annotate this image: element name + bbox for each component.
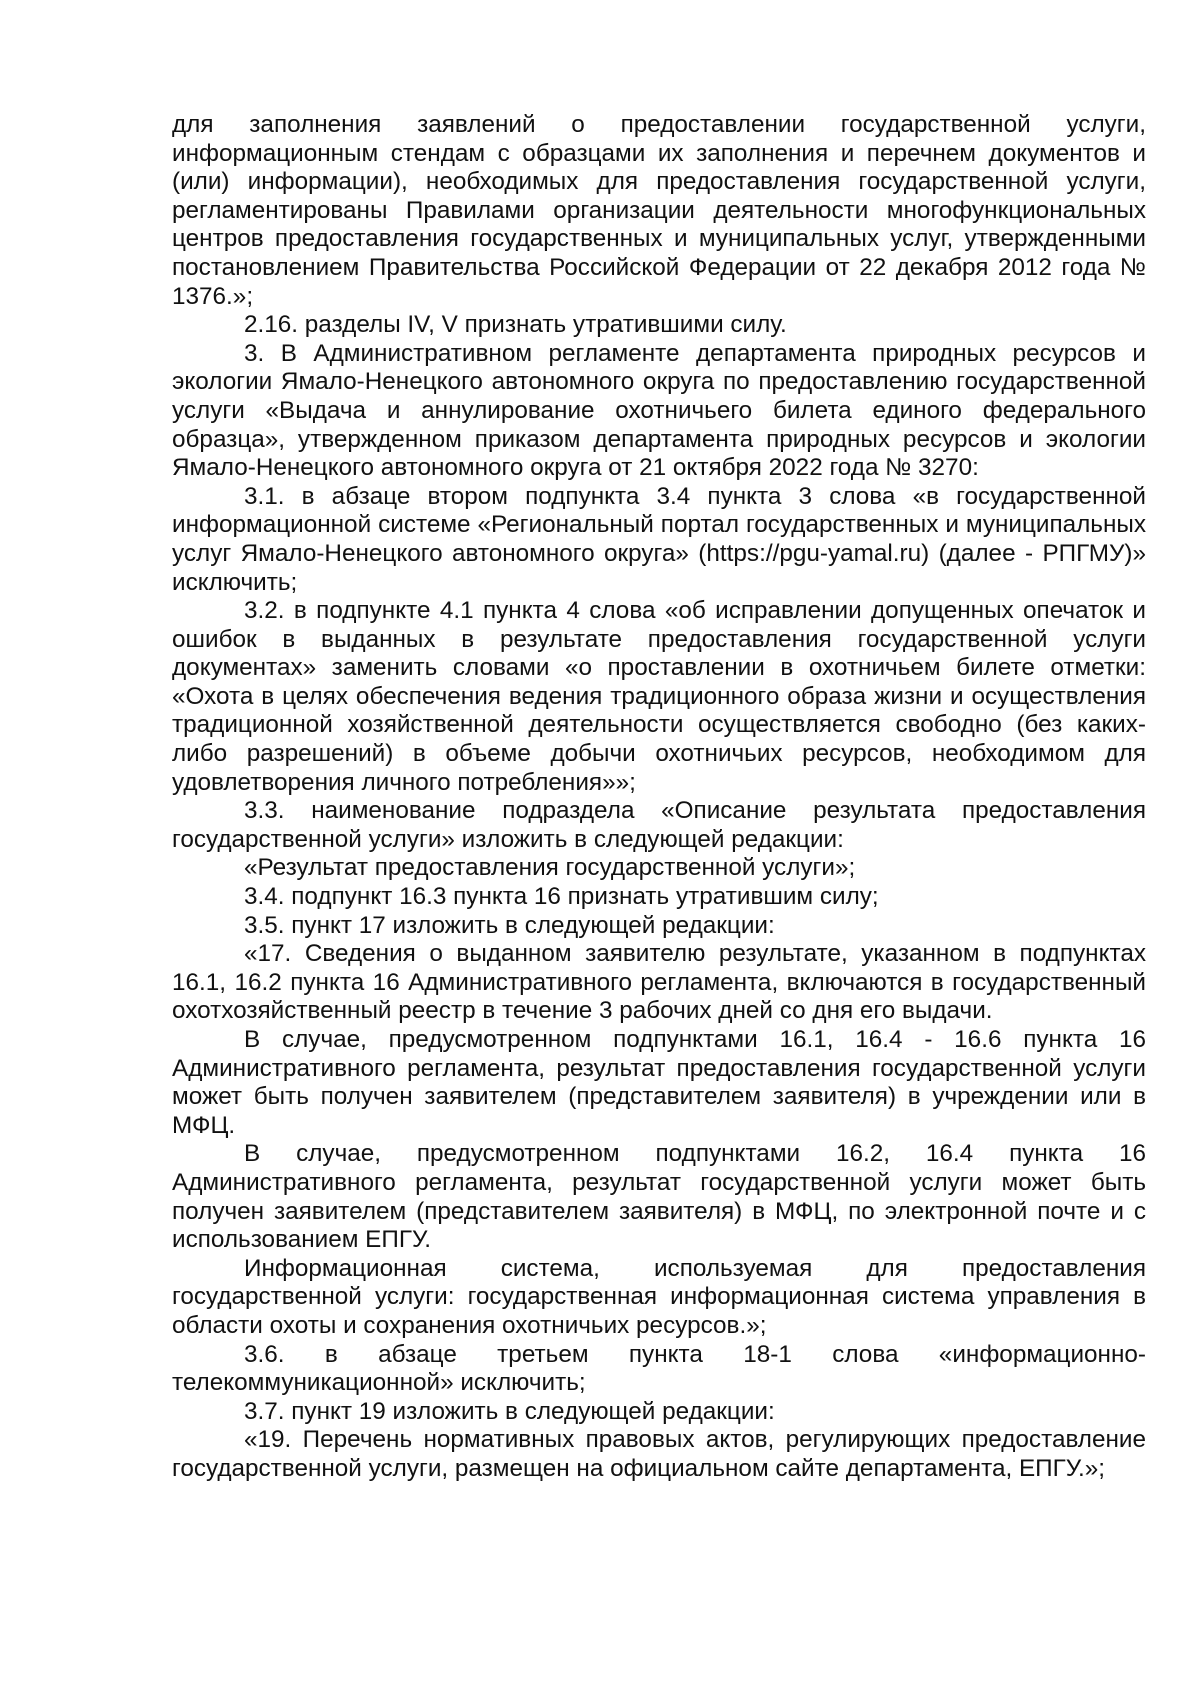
paragraph: 3.1. в абзаце втором подпункта 3.4 пункта 3 слова «в государственной информационной системе «Региональный портал государственных и муниципальных услуг Ямало-Ненецкого автономного округа» (https://pgu-yamal.ru) (далее - РПГМУ)» исключить;	[172, 482, 1146, 596]
paragraph: 3.5. пункт 17 изложить в следующей редакции:	[244, 911, 775, 939]
paragraph: «Результат предоставления государственной услуги»;	[244, 854, 856, 882]
paragraph: 3.3. наименование подраздела «Описание результата предоставления государственной услуги» изложить в следующей редакции:	[172, 797, 1146, 853]
document-page	[172, 111, 1146, 1484]
paragraph: 3.4. подпункт 16.3 пункта 16 признать утратившим силу;	[244, 883, 879, 911]
paragraph: 3. В Административном регламенте департамента природных ресурсов и экологии Ямало-Ненецкого автономного округа по предоставлению государственной услуги «Выдача и аннулирование охотничьего билета единого федерального образца», утвержденном приказом департамента природных ресурсов и экологии Ямало-Ненецкого автономного округа от 21 октября 2022 года № 3270:	[172, 339, 1146, 482]
paragraph: для заполнения заявлений о предоставлении государственной услуги, информационным стендам с образцами их заполнения и перечнем документов и (или) информации), необходимых для предоставления государственной услуги, регламентированы Правилами организации деятельности многофункциональных центров предоставления государственных и муниципальных услуг, утвержденными постановлением Правительства Российской Федерации от 22 декабря 2012 года № 1376.»;	[172, 111, 1146, 310]
paragraph: 3.2. в подпункте 4.1 пункта 4 слова «об исправлении допущенных опечаток и ошибок в выданных в результате предоставления государственной услуги документах» заменить словами «о проставлении в охотничьем билете отметки: «Охота в целях обеспечения ведения традиционного образа жизни и осуществления традиционной хозяйственной деятельности осуществляется свободно (без каких-либо разрешений) в объеме добычи охотничьих ресурсов, необходимом для удовлетворения личного потребления»»;	[172, 597, 1146, 796]
paragraph: 2.16. разделы IV, V признать утратившими силу.	[244, 311, 787, 339]
paragraph: 3.6. в абзаце третьем пункта 18-1 слова «информационно-телекоммуникационной» исключить;	[172, 1340, 1146, 1397]
paragraph: В случае, предусмотренном подпунктами 16.1, 16.4 - 16.6 пункта 16 Административного регламента, результат предоставления государственной услуги может быть получен заявителем (представителем заявителя) в учреждении или в МФЦ.	[172, 1026, 1146, 1139]
paragraph: «17. Сведения о выданном заявителю результате, указанном в подпунктах 16.1, 16.2 пункта 16 Административного регламента, включаются в государственный охотхозяйственный реестр в течение 3 рабочих дней со дня его выдачи.	[172, 940, 1146, 1025]
paragraph: «19. Перечень нормативных правовых актов, регулирующих предоставление государственной услуги, размещен на официальном сайте департамента, ЕПГУ.»;	[172, 1426, 1146, 1482]
paragraph: 3.7. пункт 19 изложить в следующей редакции:	[244, 1397, 775, 1425]
paragraph: В случае, предусмотренном подпунктами 16.2, 16.4 пункта 16 Административного регламента, результат государственной услуги может быть получен заявителем (представителем заявителя) в МФЦ, по электронной почте и с использованием ЕПГУ.	[172, 1140, 1146, 1254]
paragraph: Информационная система, используемая для предоставления государственной услуги: государственная информационная система управления в области охоты и сохранения охотничьих ресурсов.»;	[172, 1254, 1146, 1339]
